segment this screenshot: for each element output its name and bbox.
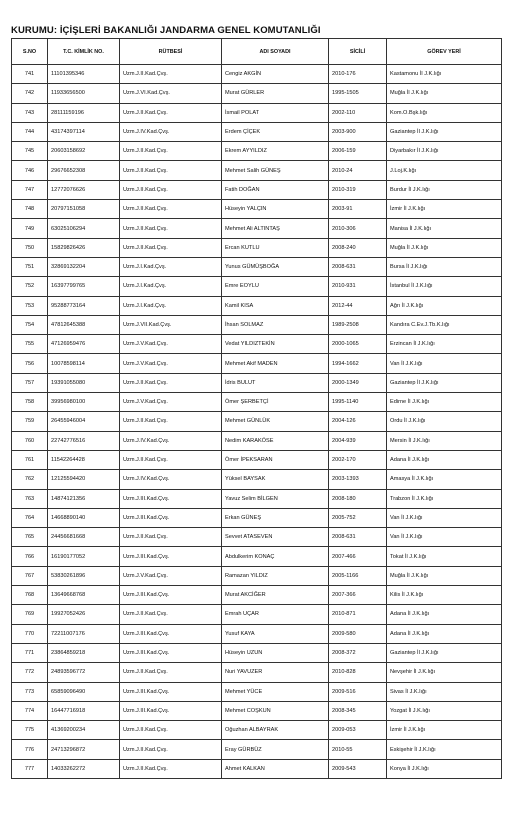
cell-tc-no: 28111159196 [48, 103, 120, 122]
cell-name: Emrah UÇAR [222, 605, 329, 624]
cell-sno: 753 [12, 296, 48, 315]
cell-sno: 752 [12, 277, 48, 296]
cell-tc-no: 24713296872 [48, 740, 120, 759]
cell-name: Ömer İPEKSARAN [222, 450, 329, 469]
cell-duty-location: Muğla İl J.K.lığı [387, 238, 502, 257]
cell-rank: Uzm.J.II.Kad.Çvş. [120, 759, 222, 778]
cell-tc-no: 15829826426 [48, 238, 120, 257]
table-row [12, 431, 502, 450]
cell-sno: 758 [12, 393, 48, 412]
cell-name: Hüseyin YALÇIN [222, 200, 329, 219]
cell-tc-no: 14874121356 [48, 489, 120, 508]
cell-name: Yavuz Selim BİLGEN [222, 489, 329, 508]
cell-duty-location: Adana İl J.K.lığı [387, 450, 502, 469]
cell-rank: Uzm.J.IV.Kad.Çvş. [120, 431, 222, 450]
table-row [12, 701, 502, 720]
cell-name: Ramazan YILDIZ [222, 566, 329, 585]
cell-rank: Uzm.J.II.Kad.Çvş. [120, 450, 222, 469]
cell-sno: 761 [12, 450, 48, 469]
cell-rank: Uzm.J.III.Kad.Çvş. [120, 489, 222, 508]
cell-name: Abdulkerim KONAÇ [222, 547, 329, 566]
cell-rank: Uzm.J.VII.Kad.Çvş. [120, 315, 222, 334]
table-row [12, 508, 502, 527]
cell-sno: 775 [12, 721, 48, 740]
cell-duty-location: Nevşehir İl J.K.lığı [387, 663, 502, 682]
cell-sno: 742 [12, 84, 48, 103]
cell-registry: 2008-372 [329, 643, 387, 662]
cell-rank: Uzm.J.VI.Kad.Çvş. [120, 84, 222, 103]
cell-tc-no: 14668890140 [48, 508, 120, 527]
table-row [12, 682, 502, 701]
cell-registry: 2008-631 [329, 528, 387, 547]
cell-duty-location: Muğla İl J.K.lığı [387, 566, 502, 585]
personnel-table [11, 38, 502, 779]
cell-rank: Uzm.J.V.Kad.Çvş. [120, 335, 222, 354]
cell-sno: 748 [12, 200, 48, 219]
cell-tc-no: 12125594420 [48, 470, 120, 489]
table-row [12, 643, 502, 662]
table-row [12, 277, 502, 296]
cell-registry: 2005-1166 [329, 566, 387, 585]
cell-name: Cengiz AKGİN [222, 65, 329, 84]
cell-name: İhsan SOLMAZ [222, 315, 329, 334]
cell-name: Nedim KARAKÖSE [222, 431, 329, 450]
cell-name: Mehmet Akif MADEN [222, 354, 329, 373]
cell-tc-no: 53830261896 [48, 566, 120, 585]
cell-name: Erdem ÇİÇEK [222, 122, 329, 141]
table-row [12, 65, 502, 84]
cell-rank: Uzm.J.V.Kad.Çvş. [120, 566, 222, 585]
cell-registry: 2002-110 [329, 103, 387, 122]
cell-rank: Uzm.J.III.Kad.Çvş. [120, 701, 222, 720]
table-row [12, 489, 502, 508]
cell-duty-location: Yozgat İl J.K.lığı [387, 701, 502, 720]
cell-registry: 2010-24 [329, 161, 387, 180]
table-row [12, 586, 502, 605]
cell-tc-no: 13649668768 [48, 586, 120, 605]
header-rank: RÜTBESİ [120, 39, 222, 65]
cell-duty-location: Bursa İl J.K.lığı [387, 257, 502, 276]
cell-tc-no: 22742776516 [48, 431, 120, 450]
cell-duty-location: Muğla İl J.K.lığı [387, 84, 502, 103]
cell-name: Mehmet Salih GÜNEŞ [222, 161, 329, 180]
cell-tc-no: 11933656500 [48, 84, 120, 103]
cell-rank: Uzm.J.II.Kad.Çvş. [120, 161, 222, 180]
table-row [12, 161, 502, 180]
cell-name: İdris BULUT [222, 373, 329, 392]
cell-name: Yunus GÜMÜŞBOĞA [222, 257, 329, 276]
cell-rank: Uzm.J.III.Kad.Çvş. [120, 508, 222, 527]
table-row [12, 335, 502, 354]
cell-sno: 767 [12, 566, 48, 585]
table-row [12, 373, 502, 392]
table-row [12, 354, 502, 373]
cell-name: Kamil KISA [222, 296, 329, 315]
cell-rank: Uzm.J.II.Kad.Çvş. [120, 200, 222, 219]
cell-tc-no: 24456681668 [48, 528, 120, 547]
cell-registry: 2006-159 [329, 142, 387, 161]
cell-duty-location: Trabzon İl J.K.lığı [387, 489, 502, 508]
cell-tc-no: 23864859218 [48, 643, 120, 662]
cell-sno: 754 [12, 315, 48, 334]
cell-rank: Uzm.J.I.Kad.Çvş. [120, 296, 222, 315]
cell-name: Ekrem AYYILDIZ [222, 142, 329, 161]
cell-sno: 771 [12, 643, 48, 662]
cell-name: Nuri YAVUZER [222, 663, 329, 682]
cell-rank: Uzm.J.II.Kad.Çvş. [120, 65, 222, 84]
cell-rank: Uzm.J.III.Kad.Çvş. [120, 643, 222, 662]
cell-sno: 745 [12, 142, 48, 161]
cell-tc-no: 16397799765 [48, 277, 120, 296]
cell-duty-location: İzmir İl J.K.lığı [387, 721, 502, 740]
table-row [12, 393, 502, 412]
table-row [12, 257, 502, 276]
table-row [12, 142, 502, 161]
cell-registry: 2010-828 [329, 663, 387, 682]
cell-sno: 770 [12, 624, 48, 643]
cell-duty-location: Eskişehir İl J.K.lığı [387, 740, 502, 759]
cell-duty-location: Ordu İl J.K.lığı [387, 412, 502, 431]
cell-rank: Uzm.J.II.Kad.Çvş. [120, 238, 222, 257]
cell-sno: 760 [12, 431, 48, 450]
cell-duty-location: Diyarbakır İl J.K.lığı [387, 142, 502, 161]
cell-name: İsmail POLAT [222, 103, 329, 122]
table-row [12, 605, 502, 624]
cell-tc-no: 39956980100 [48, 393, 120, 412]
cell-registry: 2010-871 [329, 605, 387, 624]
cell-registry: 2000-1065 [329, 335, 387, 354]
cell-registry: 2008-240 [329, 238, 387, 257]
cell-tc-no: 20603158692 [48, 142, 120, 161]
cell-name: Mehmet COŞKUN [222, 701, 329, 720]
cell-rank: Uzm.J.II.Kad.Çvş. [120, 605, 222, 624]
cell-tc-no: 16447716918 [48, 701, 120, 720]
cell-duty-location: Manisa İl J.K.lığı [387, 219, 502, 238]
cell-registry: 2009-580 [329, 624, 387, 643]
cell-sno: 765 [12, 528, 48, 547]
table-header-row [12, 39, 502, 65]
cell-name: Mehmet YÜCE [222, 682, 329, 701]
cell-duty-location: Amasya İl J.K.lığı [387, 470, 502, 489]
header-registry: SİCİLİ [329, 39, 387, 65]
cell-name: Ömer ŞERBETÇİ [222, 393, 329, 412]
cell-sno: 746 [12, 161, 48, 180]
cell-registry: 2000-1349 [329, 373, 387, 392]
cell-duty-location: Gaziantep İl J.K.lığı [387, 122, 502, 141]
page-title: KURUMU: İÇİŞLERİ BAKANLIĞI JANDARMA GENEL KOMUTANLIĞI [11, 25, 321, 36]
cell-tc-no: 65859096490 [48, 682, 120, 701]
cell-name: Emre EOYLU [222, 277, 329, 296]
table-row [12, 566, 502, 585]
cell-rank: Uzm.J.I.Kad.Çvş. [120, 257, 222, 276]
cell-registry: 2009-516 [329, 682, 387, 701]
cell-registry: 2010-319 [329, 180, 387, 199]
cell-registry: 1995-1505 [329, 84, 387, 103]
table-row [12, 759, 502, 778]
cell-registry: 2003-1393 [329, 470, 387, 489]
cell-sno: 744 [12, 122, 48, 141]
cell-sno: 764 [12, 508, 48, 527]
table-body [12, 65, 502, 779]
cell-sno: 741 [12, 65, 48, 84]
cell-tc-no: 12772076626 [48, 180, 120, 199]
cell-duty-location: Kandıra C.Ev.J.Tb.K.lığı [387, 315, 502, 334]
cell-duty-location: Tokat İl J.K.lığı [387, 547, 502, 566]
cell-name: Ercan KUTLU [222, 238, 329, 257]
cell-sno: 772 [12, 663, 48, 682]
cell-duty-location: Sivas İl J.K.lığı [387, 682, 502, 701]
cell-tc-no: 32869132204 [48, 257, 120, 276]
cell-tc-no: 19391055080 [48, 373, 120, 392]
cell-tc-no: 11542264428 [48, 450, 120, 469]
cell-tc-no: 20797151058 [48, 200, 120, 219]
cell-rank: Uzm.J.II.Kad.Çvş. [120, 721, 222, 740]
cell-registry: 2010-931 [329, 277, 387, 296]
cell-tc-no: 11101395346 [48, 65, 120, 84]
cell-registry: 2008-345 [329, 701, 387, 720]
cell-sno: 759 [12, 412, 48, 431]
cell-registry: 2003-91 [329, 200, 387, 219]
cell-sno: 776 [12, 740, 48, 759]
table-row [12, 180, 502, 199]
table-row [12, 547, 502, 566]
cell-rank: Uzm.J.II.Kad.Çvş. [120, 663, 222, 682]
cell-sno: 762 [12, 470, 48, 489]
cell-duty-location: J.Loj.K.lığı [387, 161, 502, 180]
cell-tc-no: 47126959476 [48, 335, 120, 354]
cell-registry: 1995-1140 [329, 393, 387, 412]
cell-registry: 2009-053 [329, 721, 387, 740]
cell-tc-no: 95288773164 [48, 296, 120, 315]
header-name: ADI SOYADI [222, 39, 329, 65]
cell-name: Erkan GÜNEŞ [222, 508, 329, 527]
cell-rank: Uzm.J.II.Kad.Çvş. [120, 740, 222, 759]
cell-registry: 2008-631 [329, 257, 387, 276]
cell-sno: 777 [12, 759, 48, 778]
cell-name: Yüksel BAYSAK [222, 470, 329, 489]
cell-registry: 2005-752 [329, 508, 387, 527]
cell-name: Fatih DOĞAN [222, 180, 329, 199]
cell-duty-location: Van İl J.K.lığı [387, 354, 502, 373]
cell-registry: 1989-2508 [329, 315, 387, 334]
table-row [12, 412, 502, 431]
cell-rank: Uzm.J.II.Kad.Çvş. [120, 528, 222, 547]
cell-tc-no: 29676652308 [48, 161, 120, 180]
header-tc-no: T.C. KİMLİK NO. [48, 39, 120, 65]
cell-registry: 2007-366 [329, 586, 387, 605]
table-row [12, 103, 502, 122]
table-row [12, 296, 502, 315]
table-row [12, 663, 502, 682]
cell-duty-location: Adana İl J.K.lığı [387, 624, 502, 643]
cell-duty-location: Erzincan İl J.K.lığı [387, 335, 502, 354]
table-row [12, 740, 502, 759]
cell-registry: 2012-44 [329, 296, 387, 315]
cell-duty-location: Van İl J.K.lığı [387, 528, 502, 547]
cell-name: Eray GÜRBÜZ [222, 740, 329, 759]
cell-sno: 769 [12, 605, 48, 624]
cell-rank: Uzm.J.II.Kad.Çvş. [120, 373, 222, 392]
cell-duty-location: Adana İl J.K.lığı [387, 605, 502, 624]
cell-sno: 749 [12, 219, 48, 238]
cell-registry: 2009-543 [329, 759, 387, 778]
cell-sno: 773 [12, 682, 48, 701]
cell-sno: 747 [12, 180, 48, 199]
cell-registry: 2007-466 [329, 547, 387, 566]
table-row [12, 450, 502, 469]
table-row [12, 84, 502, 103]
cell-duty-location: Van İl J.K.lığı [387, 508, 502, 527]
cell-name: Vedat YILDIZTEKİN [222, 335, 329, 354]
cell-rank: Uzm.J.II.Kad.Çvş. [120, 103, 222, 122]
cell-tc-no: 47812645388 [48, 315, 120, 334]
cell-duty-location: Kom.O.Bşk.lığı [387, 103, 502, 122]
cell-tc-no: 26455946004 [48, 412, 120, 431]
cell-rank: Uzm.J.III.Kad.Çvş. [120, 547, 222, 566]
cell-duty-location: Konya İl J.K.lığı [387, 759, 502, 778]
cell-tc-no: 43174397114 [48, 122, 120, 141]
cell-duty-location: Ağrı İl J.K.lığı [387, 296, 502, 315]
cell-duty-location: Edirne İl J.K.lığı [387, 393, 502, 412]
cell-duty-location: Burdur İl J.K.lığı [387, 180, 502, 199]
cell-registry: 2008-180 [329, 489, 387, 508]
cell-rank: Uzm.J.I.Kad.Çvş. [120, 277, 222, 296]
cell-name: Murat AKCİĞER [222, 586, 329, 605]
cell-tc-no: 24893596772 [48, 663, 120, 682]
cell-name: Yusuf KAYA [222, 624, 329, 643]
cell-sno: 763 [12, 489, 48, 508]
table-row [12, 528, 502, 547]
cell-name: Murat GÜRLER [222, 84, 329, 103]
cell-rank: Uzm.J.IV.Kad.Çvş. [120, 122, 222, 141]
table-row [12, 122, 502, 141]
cell-registry: 2010-55 [329, 740, 387, 759]
cell-tc-no: 41369200234 [48, 721, 120, 740]
cell-sno: 756 [12, 354, 48, 373]
header-sno: S.NO [12, 39, 48, 65]
cell-duty-location: Mersin İl J.K.lığı [387, 431, 502, 450]
cell-registry: 2010-176 [329, 65, 387, 84]
cell-sno: 751 [12, 257, 48, 276]
cell-registry: 2003-900 [329, 122, 387, 141]
cell-rank: Uzm.J.V.Kad.Çvş. [120, 354, 222, 373]
table-row [12, 219, 502, 238]
cell-registry: 2010-306 [329, 219, 387, 238]
header-duty-location: GÖREV YERİ [387, 39, 502, 65]
cell-rank: Uzm.J.V.Kad.Çvş. [120, 393, 222, 412]
cell-tc-no: 14033262272 [48, 759, 120, 778]
cell-sno: 755 [12, 335, 48, 354]
cell-tc-no: 10078598114 [48, 354, 120, 373]
cell-sno: 750 [12, 238, 48, 257]
cell-sno: 766 [12, 547, 48, 566]
cell-tc-no: 63025106294 [48, 219, 120, 238]
table-row [12, 624, 502, 643]
table-row [12, 721, 502, 740]
cell-duty-location: Kastamonu İl J.K.lığı [387, 65, 502, 84]
cell-tc-no: 19927052426 [48, 605, 120, 624]
cell-duty-location: Gaziantep İl J.K.lığı [387, 643, 502, 662]
cell-name: Oğuzhan ALBAYRAK [222, 721, 329, 740]
cell-name: Sevvet ATASEVEN [222, 528, 329, 547]
table-row [12, 470, 502, 489]
cell-name: Ahmet KALKAN [222, 759, 329, 778]
cell-rank: Uzm.J.III.Kad.Çvş. [120, 682, 222, 701]
cell-registry: 2002-170 [329, 450, 387, 469]
cell-rank: Uzm.J.II.Kad.Çvş. [120, 142, 222, 161]
cell-rank: Uzm.J.IV.Kad.Çvş. [120, 470, 222, 489]
cell-sno: 774 [12, 701, 48, 720]
cell-registry: 2004-126 [329, 412, 387, 431]
cell-sno: 757 [12, 373, 48, 392]
cell-duty-location: Kilis İl J.K.lığı [387, 586, 502, 605]
cell-duty-location: Gaziantep İl J.K.lığı [387, 373, 502, 392]
cell-name: Mehmet GÜNLÜK [222, 412, 329, 431]
cell-sno: 743 [12, 103, 48, 122]
cell-rank: Uzm.J.II.Kad.Çvş. [120, 219, 222, 238]
cell-tc-no: 72211007176 [48, 624, 120, 643]
cell-sno: 768 [12, 586, 48, 605]
table-row [12, 238, 502, 257]
cell-rank: Uzm.J.II.Kad.Çvş. [120, 180, 222, 199]
cell-rank: Uzm.J.II.Kad.Çvş. [120, 412, 222, 431]
table-row [12, 315, 502, 334]
cell-rank: Uzm.J.III.Kad.Çvş. [120, 586, 222, 605]
cell-rank: Uzm.J.III.Kad.Çvş. [120, 624, 222, 643]
cell-duty-location: İstanbul İl J.K.lığı [387, 277, 502, 296]
cell-registry: 2004-939 [329, 431, 387, 450]
cell-name: Hüseyin UZUN [222, 643, 329, 662]
cell-duty-location: İzmir İl J.K.lığı [387, 200, 502, 219]
cell-registry: 1994-1662 [329, 354, 387, 373]
cell-tc-no: 16190177052 [48, 547, 120, 566]
table-row [12, 200, 502, 219]
cell-name: Mehmet Ali ALTINTAŞ [222, 219, 329, 238]
